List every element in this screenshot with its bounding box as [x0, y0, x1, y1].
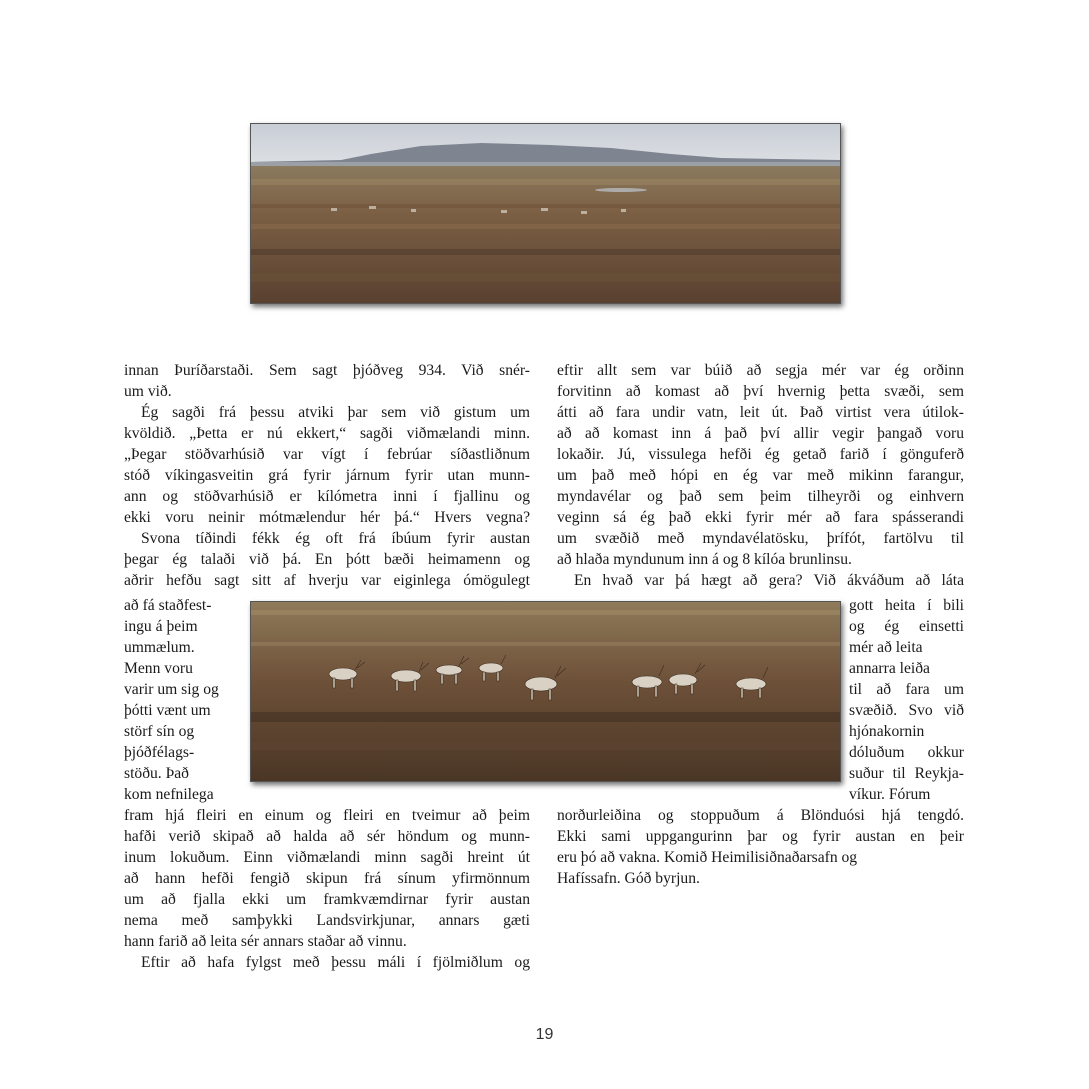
text-line: lokaðir. Jú, vissulega hefði ég getað farið í gönguferð [557, 446, 964, 463]
text-line: að að komast inn á það því allir vegir þangað voru [557, 425, 964, 442]
page-number: 19 [535, 1026, 554, 1043]
text-line: myndavélar og það sem þeim tilheyrði og einhvern [557, 488, 964, 505]
text-line: að fá staðfest- [124, 597, 212, 614]
text-line: víkur. Fórum [849, 786, 931, 803]
text-line: störf sín og [124, 723, 195, 740]
text-line: svæðið. Svo við [849, 702, 964, 719]
text-line: Ég sagði frá þessu atviki þar sem við gistum um [141, 404, 530, 421]
text-line: um við. [124, 383, 172, 400]
text-line: gott heita í bili [849, 597, 964, 614]
text-line: þótti vænt um [124, 702, 211, 719]
text-line: hann farið að leita sér annars staðar að vinnu. [124, 933, 407, 950]
text-line: átti að fara undir vatn, leit út. Það virtist vera útilok- [557, 404, 964, 421]
text-line: hafði verið skipað að halda að sér höndum og munn- [124, 828, 530, 845]
text-line: til að fara um [849, 681, 964, 698]
text-line: veginn sá ég það ekki fyrir mér að fara spásserandi [557, 509, 964, 526]
text-line: um að fjalla ekki um framkvæmdirnar fyrir austan [124, 891, 530, 908]
text-line: þjóðfélags- [124, 744, 195, 761]
text-line: dóluðum okkur [849, 744, 964, 761]
text-line: eftir allt sem var búið að segja mér var ég orðinn [557, 362, 964, 379]
text-line: forvitinn að komast að því hvernig þetta svæði, sem [557, 383, 964, 400]
text-line: hjónakornin [849, 723, 925, 740]
reindeer-herd-image [251, 602, 840, 781]
text-line: Ekki sami uppgangurinn þar og fyrir austan en þeir [557, 828, 964, 845]
text-line: að hlaða myndunum inn á og 8 kílóa brunlinsu. [557, 551, 852, 568]
text-line: suður til Reykja- [849, 765, 964, 782]
text-line: aðrir hefðu sagt sitt af hverju var eiginlega ómögulegt [124, 572, 530, 589]
text-line: mér að leita [849, 639, 923, 656]
text-line: eru þó að vakna. Komið Heimilisiðnaðarsafn og [557, 849, 858, 866]
text-line: ingu á þeim [124, 618, 198, 635]
text-line: og ég einsetti [849, 618, 964, 635]
text-line: varir um sig og [124, 681, 219, 698]
text-line: annarra leiða [849, 660, 930, 677]
text-line: Eftir að hafa fylgst með þessu máli í fjölmiðlum og [141, 954, 530, 971]
text-line: ann og stöðvarhúsið er kílómetra inni í fjallinu og [124, 488, 530, 505]
text-line: fram hjá fleiri en einum og fleiri en tveimur að þeim [124, 807, 530, 824]
photo-reindeer-herd [250, 601, 841, 782]
text-line: kvöldið. „Þetta er nú ekkert,“ sagði viðmælandi minn. [124, 425, 530, 442]
text-line: kom nefnilega [124, 786, 214, 803]
text-line: stóð víkingasveitin grá fyrir járnum fyrir utan munn- [124, 467, 530, 484]
text-line: um svæðið með myndavélatösku, þrífót, fartölvu til [557, 530, 964, 547]
text-line: stöðu. Það [124, 765, 189, 782]
text-line: um það með hópi en ég var með mikinn farangur, [557, 467, 964, 484]
text-line: að hann hefði fengið skipun frá sínum yfirmönnum [124, 870, 530, 887]
text-line: norðurleiðina og stoppuðum á Blönduósi hjá tengdó. [557, 807, 964, 824]
text-line: Menn voru [124, 660, 193, 677]
text-line: ummælum. [124, 639, 195, 656]
text-line: þegar ég talaði við þá. En þótt bæði heimamenn og [124, 551, 530, 568]
text-line: Svona tíðindi fékk ég oft frá íbúum fyrir austan [141, 530, 530, 547]
highland-panorama-image [251, 124, 840, 303]
text-line: inum lokuðum. Einn viðmælandi minn sagði hreint út [124, 849, 530, 866]
text-line: innan Þuríðarstaði. Sem sagt þjóðveg 934. Við snér- [124, 362, 530, 379]
text-line: „Þegar stöðvarhúsið var vígt í febrúar síðastliðnum [124, 446, 530, 463]
text-line: En hvað var þá hægt að gera? Við ákváðum að láta [574, 572, 964, 589]
text-line: nema með samþykki Landsvirkjunar, annars gæti [124, 912, 530, 929]
text-line: Hafíssafn. Góð byrjun. [557, 870, 700, 887]
text-line: ekki voru neinir mótmælendur hér þá.“ Hvers vegna? [124, 509, 530, 526]
photo-highland-panorama [250, 123, 841, 304]
